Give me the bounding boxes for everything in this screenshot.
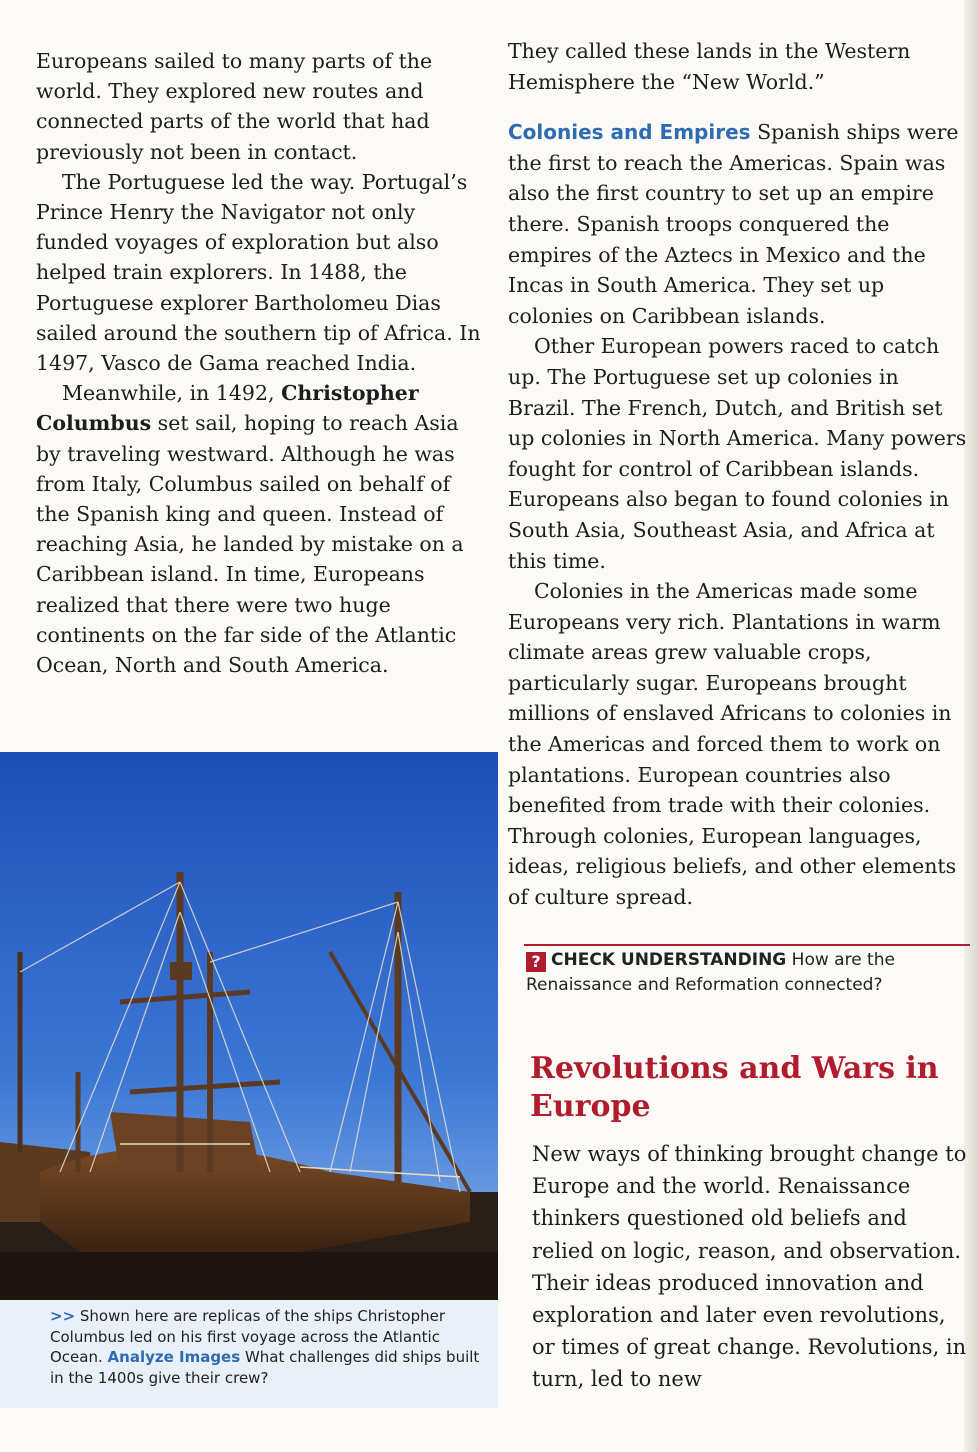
section-title: Revolutions and Wars in Europe <box>530 1051 939 1124</box>
paragraph-portuguese: The Portuguese led the way. Portugal’s Prince Henry the Navigator not only funded voyages of exploration but also helped train explorers. In 1488, the Portuguese explorer Bartholomeu Dias sailed around the southern tip of Africa. In 1497, Vasco de Gama reached India. <box>36 169 481 376</box>
left-column <box>36 46 484 680</box>
check-understanding-rule <box>524 944 970 946</box>
caption-text: Shown here are replicas of the ships Christopher Columbus led on his first voyage across the Atlantic Ocean. <box>50 1307 446 1366</box>
question-icon: ? <box>526 952 546 972</box>
columbus-lead-text: Meanwhile, in 1492, <box>62 381 282 406</box>
check-understanding-label: CHECK UNDERSTANDING <box>551 950 787 970</box>
paragraph-colonies-empires <box>508 117 968 331</box>
paragraph-columbus <box>36 378 484 680</box>
paragraph-other-powers: Other European powers raced to catch up. The Portuguese set up colonies in Brazil. The French, Dutch, and British set up colonies in North America. Many powers fought for control of Caribbean islands. Europeans also began to found colonies in South Asia, Southeast Asia, and Africa at this time. <box>508 334 967 573</box>
ship-illustration <box>0 752 498 1300</box>
check-understanding-question: How are the Renaissance and Reformation connected? <box>526 950 895 995</box>
paragraph-colonies-rich: Colonies in the Americas made some Europeans very rich. Plantations in warm climate areas grew valuable crops, particularly sugar. Europeans brought millions of enslaved Africans to colonies in the Americas and forced them to work on plantations. European countries also benefited from trade with their colonies. Through colonies, European languages, ideas, religious beliefs, and other elements of culture spread. <box>508 579 957 910</box>
check-understanding <box>526 948 966 998</box>
caption-arrow-icon: >> <box>50 1307 76 1325</box>
right-column <box>508 36 968 913</box>
caption-question: What challenges did ships built in the 1400s give their crew? <box>50 1348 480 1387</box>
colonies-empires-text: Spanish ships were the first to reach the Americas. Spain was also the first country to set up an empire there. Spanish troops conquered the empires of the Aztecs in Mexico and the Incas in South America. They set up colonies on Caribbean islands. <box>508 120 959 328</box>
paragraph-new-world: They called these lands in the Western Hemisphere the “New World.” <box>508 39 911 94</box>
section-body: New ways of thinking brought change to Europe and the world. Renaissance thinkers questioned old beliefs and relied on logic, reason, and observation. Their ideas produced innovation and exploration and later even revolutions, or times of great change. Revolutions, in turn, led to new <box>532 1142 967 1392</box>
photo-caption <box>50 1306 486 1388</box>
ship-replicas-photo <box>0 752 498 1300</box>
columbus-key-term: Christopher Columbus <box>36 381 419 436</box>
columbus-body-text: set sail, hoping to reach Asia by traveling westward. Although he was from Italy, Columbus sailed on behalf of the Spanish king and queen. Instead of reaching Asia, he landed by mistake on a Caribbean island. In time, Europeans realized that there were two huge continents on the far side of the Atlantic Ocean, North and South America. <box>36 411 464 678</box>
spacer <box>508 97 968 117</box>
analyze-images-label: Analyze Images <box>107 1348 241 1366</box>
subhead-colonies-and-empires: Colonies and Empires <box>508 120 751 145</box>
paragraph-europeans-sailed: Europeans sailed to many parts of the world. They explored new routes and connected parts of the world that had previously not been in contact. <box>36 49 433 164</box>
